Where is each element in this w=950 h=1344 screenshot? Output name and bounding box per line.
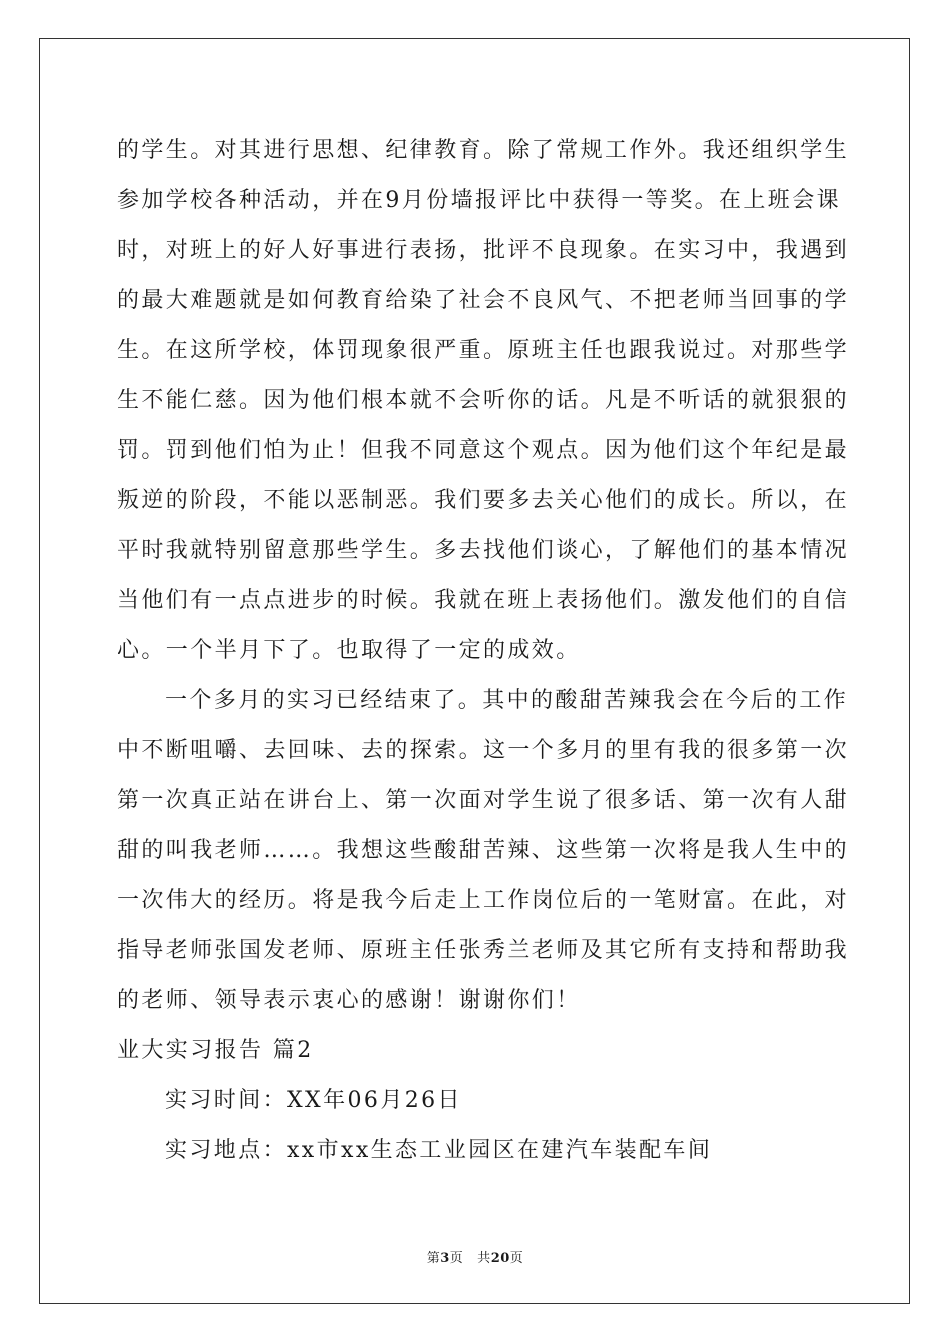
text-line: 一个多月的实习已经结束了。其中的酸甜苦辣我会在今后的工作: [165, 688, 849, 713]
page-footer: [0, 1247, 950, 1266]
section-heading: 业大实习报告 篇2: [117, 1038, 314, 1063]
total-pages: 20: [490, 1251, 510, 1266]
text-line: 生。在这所学校，体罚现象很严重。原班主任也跟我说过。对那些学: [117, 338, 850, 363]
text-line: 罚。罚到他们怕为止！但我不同意这个观点。因为他们这个年纪是最: [117, 438, 850, 463]
text-line: 心。一个半月下了。也取得了一定的成效。: [117, 638, 581, 663]
text-line: 一次伟大的经历。将是我今后走上工作岗位后的一笔财富。在此，对: [117, 888, 850, 913]
total-unit: 页: [509, 1251, 524, 1266]
text-line: 指导老师张国发老师、原班主任张秀兰老师及其它所有支持和帮助我: [117, 938, 850, 963]
page-unit: 页: [449, 1251, 464, 1266]
page-number: 3: [440, 1251, 450, 1266]
document-body: [117, 126, 850, 1176]
text-line: 平时我就特别留意那些学生。多去找他们谈心，了解他们的基本情况: [117, 538, 850, 563]
text-line: 当他们有一点点进步的时候。我就在班上表扬他们。激发他们的自信: [117, 588, 850, 613]
text-line: 生不能仁慈。因为他们根本就不会听你的话。凡是不听话的就狠狠的: [117, 388, 850, 413]
text-line: 叛逆的阶段，不能以恶制恶。我们要多去关心他们的成长。所以，在: [117, 488, 850, 513]
text-line: 中不断咀嚼、去回味、去的探索。这一个多月的里有我的很多第一次: [117, 738, 850, 763]
text-line: 的学生。对其进行思想、纪律教育。除了常规工作外。我还组织学生: [117, 138, 850, 163]
text-line: 参加学校各种活动，并在9月份墙报评比中获得一等奖。在上班会课: [117, 188, 841, 213]
internship-location: 实习地点：xx市xx生态工业园区在建汽车装配车间: [165, 1138, 713, 1163]
text-line: 第一次真正站在讲台上、第一次面对学生说了很多话、第一次有人甜: [117, 788, 850, 813]
text-line: 时，对班上的好人好事进行表扬，批评不良现象。在实习中，我遇到: [117, 238, 850, 263]
internship-time: 实习时间：XX年06月26日: [165, 1088, 462, 1113]
total-label: 共: [477, 1251, 491, 1266]
text-line: 的老师、领导表示衷心的感谢！谢谢你们！: [117, 988, 581, 1013]
text-line: 甜的叫我老师……。我想这些酸甜苦辣、这些第一次将是我人生中的: [117, 838, 850, 863]
page-label: 第: [426, 1251, 441, 1266]
text-line: 的最大难题就是如何教育给染了社会不良风气、不把老师当回事的学: [117, 288, 850, 313]
